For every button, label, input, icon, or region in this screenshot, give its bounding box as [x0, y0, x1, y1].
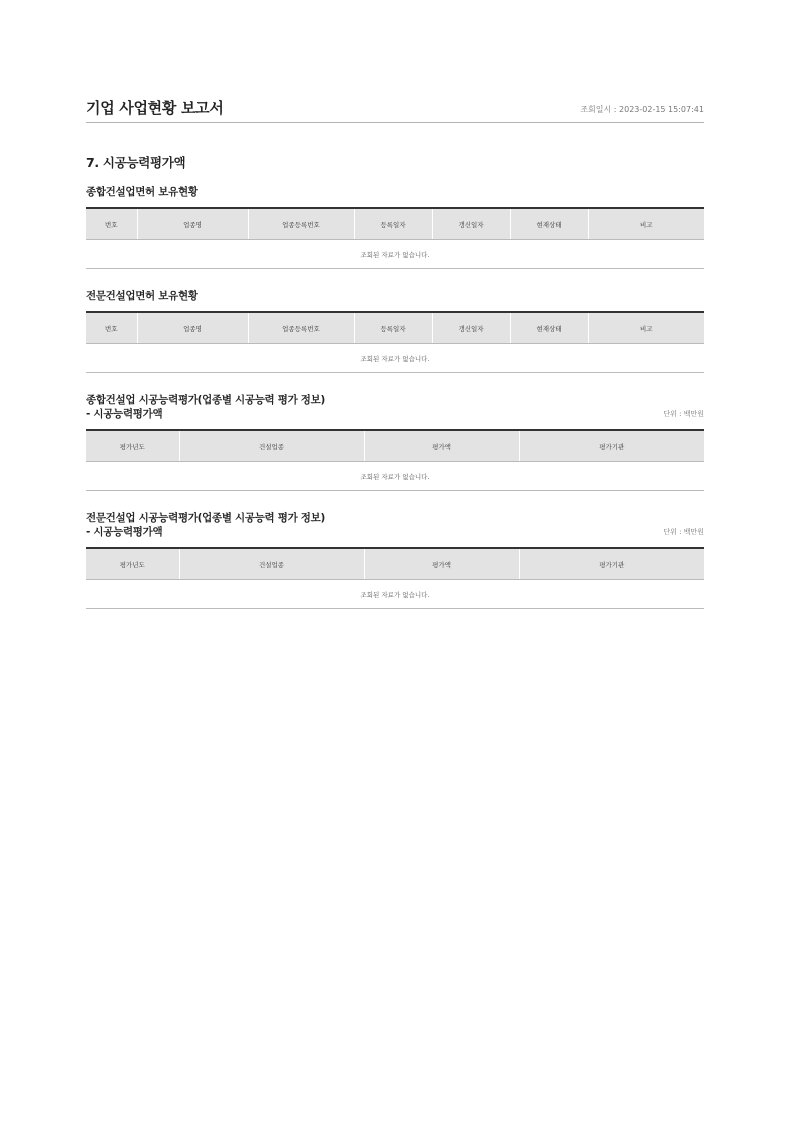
column-header: 등록일자 [354, 312, 432, 344]
report-page [86, 92, 704, 609]
general-evaluation-head [86, 393, 704, 421]
table-header-row [86, 548, 704, 580]
column-header: 갱신일자 [432, 208, 510, 240]
column-header: 현재상태 [510, 208, 588, 240]
column-header: 번호 [86, 208, 137, 240]
column-header: 비고 [588, 208, 704, 240]
column-header: 업종명 [137, 208, 248, 240]
specialty-evaluation-title [86, 511, 325, 539]
table-row [86, 240, 704, 269]
general-license-head [86, 185, 704, 199]
section-title: 7. 시공능력평가액 [86, 155, 186, 170]
column-header: 번호 [86, 312, 137, 344]
specialty-evaluation-title-line1: 전문건설업 시공능력평가(업종별 시공능력 평가 정보) [86, 512, 325, 524]
column-header: 현재상태 [510, 312, 588, 344]
column-header: 평가년도 [86, 430, 179, 462]
empty-message: 조회된 자료가 없습니다. [86, 344, 704, 373]
general-license-block [86, 185, 704, 269]
general-license-table [86, 207, 704, 269]
column-header: 평가기관 [519, 430, 704, 462]
specialty-evaluation-head [86, 511, 704, 539]
table-header-row [86, 208, 704, 240]
table-row [86, 580, 704, 609]
column-header: 건설업종 [179, 430, 364, 462]
report-header [86, 92, 704, 123]
column-header: 비고 [588, 312, 704, 344]
general-license-title: 종합건설업면허 보유현황 [86, 186, 198, 198]
column-header: 건설업종 [179, 548, 364, 580]
general-evaluation-block [86, 393, 704, 491]
specialty-evaluation-table [86, 547, 704, 609]
specialty-license-table [86, 311, 704, 373]
table-header-row [86, 312, 704, 344]
column-header: 평가년도 [86, 548, 179, 580]
query-datetime: 조회일시 : 2023-02-15 15:07:41 [580, 105, 704, 114]
table-header-row [86, 430, 704, 462]
specialty-license-block [86, 289, 704, 373]
column-header: 등록일자 [354, 208, 432, 240]
empty-message: 조회된 자료가 없습니다. [86, 580, 704, 609]
general-evaluation-title-line2: - 시공능력평가액 [86, 408, 163, 420]
general-evaluation-title-line1: 종합건설업 시공능력평가(업종별 시공능력 평가 정보) [86, 394, 325, 406]
column-header: 갱신일자 [432, 312, 510, 344]
column-header: 업종명 [137, 312, 248, 344]
general-evaluation-title [86, 393, 325, 421]
report-title: 기업 사업현황 보고서 [86, 99, 224, 117]
empty-message: 조회된 자료가 없습니다. [86, 240, 704, 269]
general-evaluation-table [86, 429, 704, 491]
column-header: 평가액 [364, 430, 519, 462]
empty-message: 조회된 자료가 없습니다. [86, 462, 704, 491]
column-header: 업종등록번호 [248, 208, 354, 240]
specialty-evaluation-block [86, 511, 704, 609]
column-header: 평가기관 [519, 548, 704, 580]
specialty-evaluation-title-line2: - 시공능력평가액 [86, 526, 163, 538]
column-header: 평가액 [364, 548, 519, 580]
unit-label: 단위 : 백만원 [663, 528, 704, 536]
table-row [86, 344, 704, 373]
specialty-license-head [86, 289, 704, 303]
specialty-license-title: 전문건설업면허 보유현황 [86, 290, 198, 302]
unit-label: 단위 : 백만원 [663, 410, 704, 418]
table-row [86, 462, 704, 491]
column-header: 업종등록번호 [248, 312, 354, 344]
